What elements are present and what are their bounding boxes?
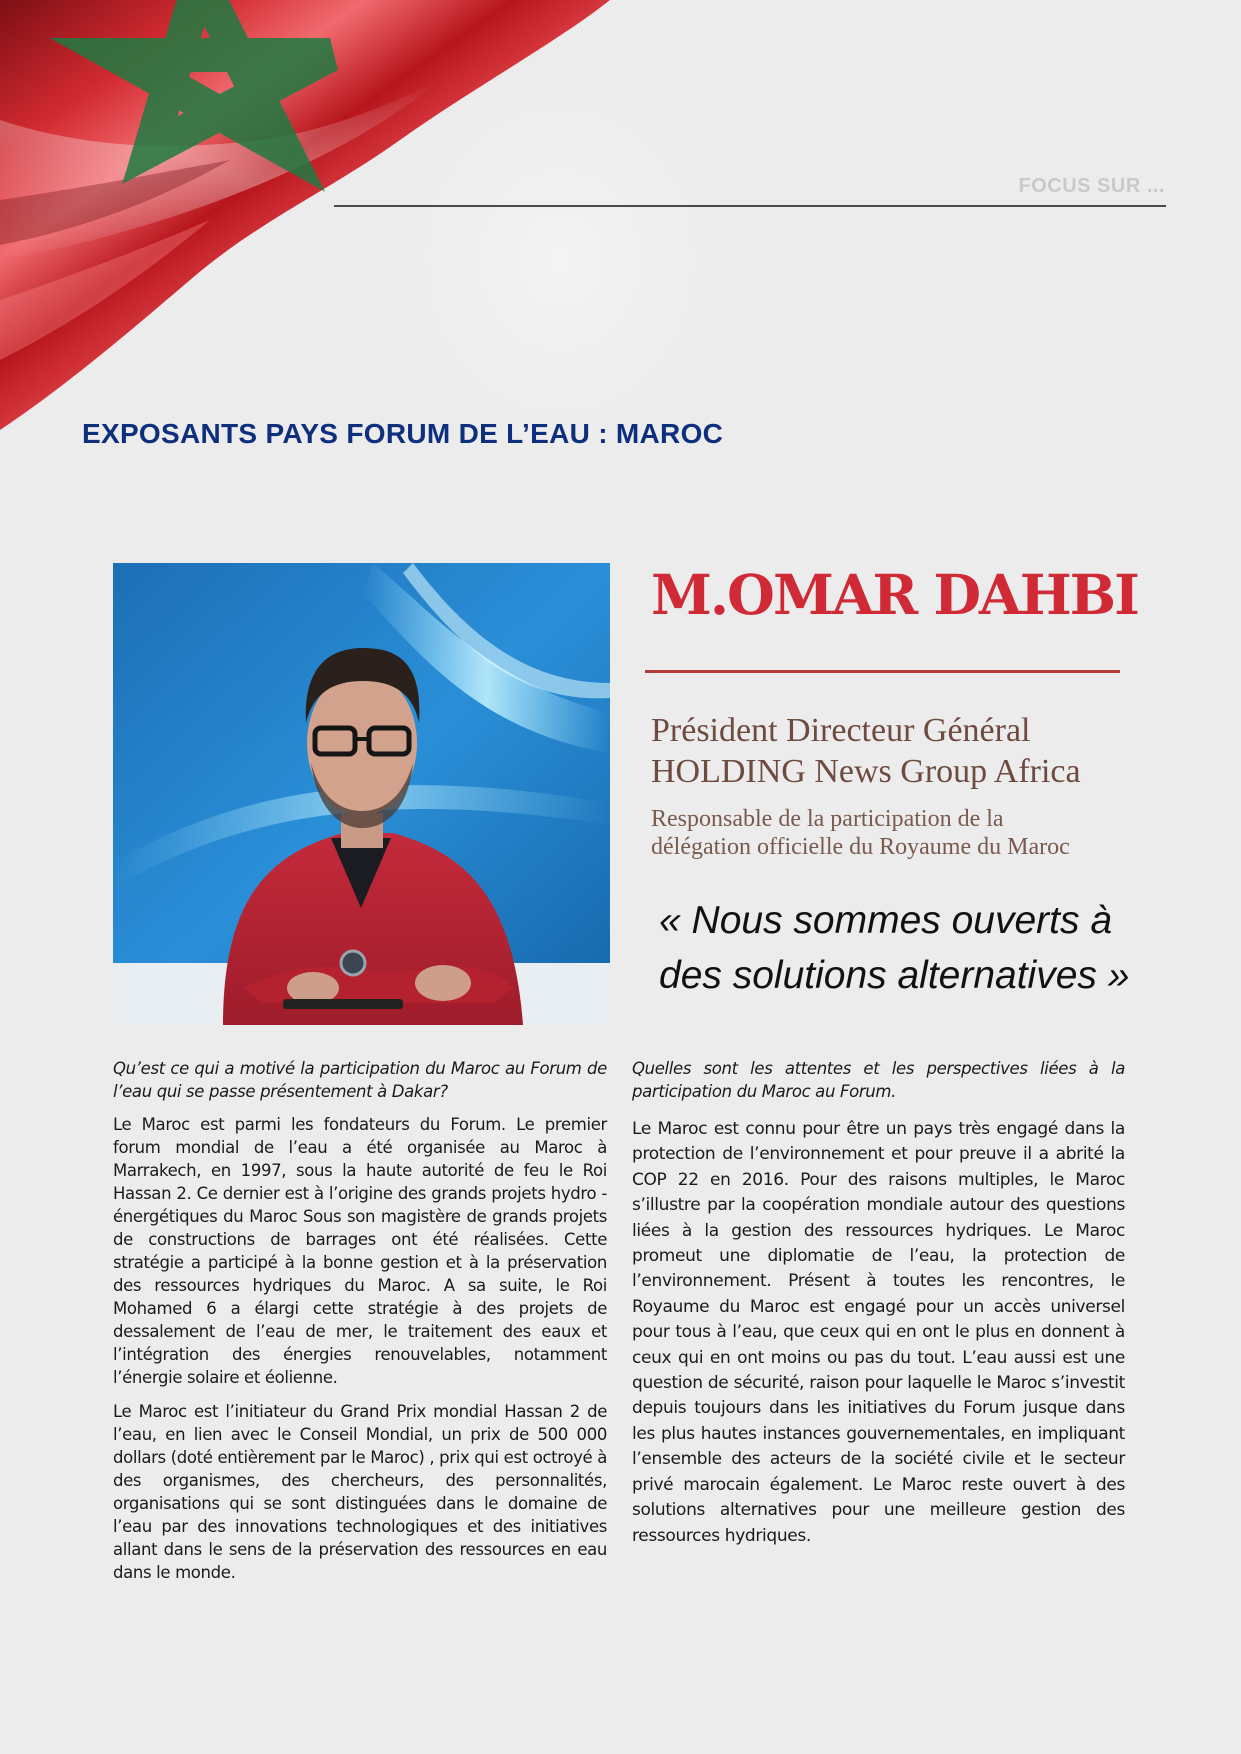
answer-paragraph: Le Maroc est connu pour être un pays très engagé dans la protection de l’environnement et pour preuve il a abrité la COP 22 en 2016. Pour des raisons multiples, le Maroc s’illustre par la coopération mondiale autour des questions liées à la gestion des ressources hydriques. Le Maroc promeut une diplomatie de l’eau, la protection de l’environnement. Présent à toutes les rencontres, le Royaume du Maroc est engagé pour un accès universel pour tous à l’eau, que ceux qui en ont le plus en donnent à ceux qui en ont moins ou pas du tout. L’eau aussi est une question de sécurité, raison pour laquelle le Maroc s’investit depuis toujours dans les initiatives du Forum jusque dans les plus hautes instances gouvernementales, en impliquant l’ensemble des acteurs de la société civile et le secteur privé marocain également. Le Maroc reste ouvert à des solutions alternatives pour une meilleure gestion des ressources hydriques. [632, 1119, 1125, 1546]
article-column-right [632, 1057, 1125, 1549]
person-responsibility [651, 805, 1131, 861]
article-column-left [113, 1057, 607, 1595]
interview-question: Quelles sont les attentes et les perspectives liées à la participation du Maroc au Forum. [632, 1059, 1125, 1101]
moroccan-flag [0, 0, 760, 480]
page-title: EXPOSANTS PAYS FORUM DE L’EAU : MAROC [82, 418, 724, 449]
answer-paragraph: Le Maroc est parmi les fondateurs du Forum. Le premier forum mondial de l’eau a été organisée au Maroc à Marrakech, en 1997, sous la haute autorité de feu le Roi Hassan 2. Ce dernier est à l’origine des grands projets hydro - énergétiques du Maroc Sous son magistère de grands projets de constructions de barrages ont été réalisées. Cette stratégie a participé à la bonne gestion et à la préservation des ressources hydriques du Maroc. A sa suite, le Roi Mohamed 6 a élargi cette stratégie à des projets de dessalement de l’eau de mer, le traitement des eaux et l’intégration des énergies renouvelables, notamment l’énergie solaire et éolienne. [113, 1115, 607, 1387]
quote-line: « Nous sommes ouverts à [659, 899, 1113, 942]
role-line: Président Directeur Général [651, 712, 1031, 749]
interview-question: Qu’est ce qui a motivé la participation du Maroc au Forum de l’eau qui se passe présentement à Dakar? [113, 1059, 607, 1101]
pull-quote [659, 893, 1139, 1003]
person-role [651, 710, 1131, 792]
responsibility-line: délégation officielle du Royaume du Maroc [651, 834, 1070, 860]
section-label: FOCUS SUR ... [1018, 175, 1165, 197]
person-name: M.OMAR DAHBI [651, 562, 1138, 627]
responsibility-line: Responsable de la participation de la [651, 806, 1004, 832]
header-divider [334, 205, 1166, 207]
name-divider [645, 670, 1120, 673]
answer-paragraph: Le Maroc est l’initiateur du Grand Prix mondial Hassan 2 de l’eau, en lien avec le Conseil Mondial, un prix de 500 000 dollars (doté entièrement par le Maroc) , prix qui est octroyé à des organismes, des chercheurs, des personnalités, organisations qui se sont distinguées dans le domaine de l’eau par des innovations technologiques et des initiatives allant dans le sens de la préservation des ressources en eau dans le monde. [113, 1402, 607, 1582]
quote-line: des solutions alternatives » [659, 954, 1130, 997]
portrait-photo [113, 563, 610, 1025]
role-line: HOLDING News Group Africa [651, 753, 1081, 790]
